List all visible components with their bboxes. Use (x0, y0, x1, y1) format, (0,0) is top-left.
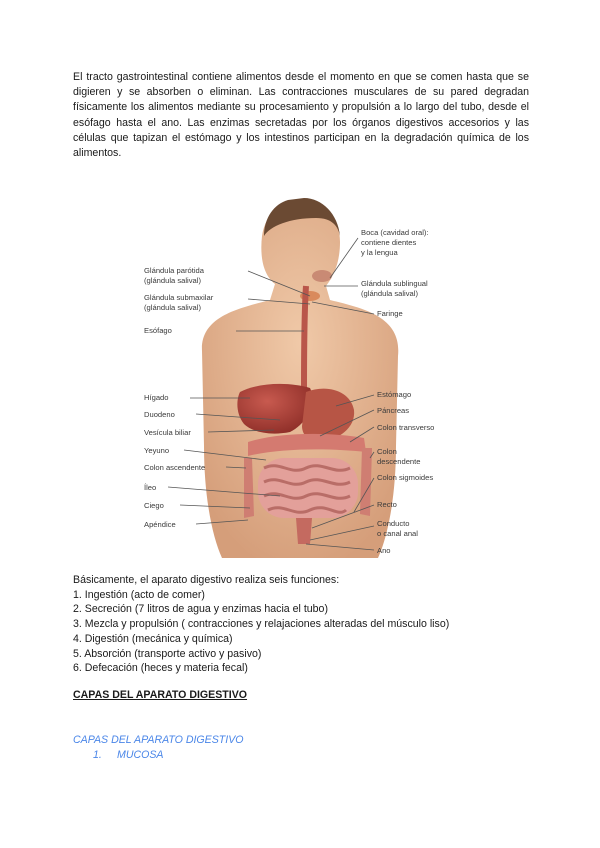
descending-colon-shape (360, 448, 372, 516)
label-apendice: Apéndice (144, 520, 176, 529)
rectum-shape (296, 518, 312, 544)
label-ano: Ano (377, 546, 391, 555)
label-conducto-1: Conducto (377, 519, 410, 528)
toc-title-link[interactable]: CAPAS DEL APARATO DIGESTIVO (73, 734, 244, 746)
label-submaxilar-1: Glándula submaxilar (144, 293, 214, 302)
toc-item-number: 1. (93, 749, 102, 761)
label-boca-3: y la lengua (361, 248, 398, 257)
section-heading: CAPAS DEL APARATO DIGESTIVO (73, 689, 248, 701)
label-colon-sigmoides: Colon sigmoides (377, 473, 434, 482)
label-higado: Hígado (144, 393, 169, 402)
label-esofago: Esófago (144, 326, 172, 335)
label-sublingual-2: (glándula salival) (361, 289, 418, 298)
label-parotida-1: Glándula parótida (144, 266, 204, 275)
function-item: 5. Absorción (transporte activo y pasivo) (73, 647, 262, 660)
function-item: 6. Defecación (heces y materia fecal) (73, 662, 248, 675)
esophagus-shape (304, 286, 306, 391)
functions-section (73, 573, 533, 676)
label-parotida-2: (glándula salival) (144, 276, 201, 285)
toc-item-mucosa[interactable] (93, 749, 164, 761)
label-colon-descendente-1: Colon (377, 447, 397, 456)
label-faringe: Faringe (377, 309, 403, 318)
label-colon-ascendente: Colon ascendente (144, 463, 206, 472)
label-recto: Recto (377, 500, 397, 509)
functions-intro: Básicamente, el aparato digestivo realiza seis funciones: (73, 574, 340, 586)
label-sublingual-1: Glándula sublingual (361, 279, 428, 288)
label-pancreas: Páncreas (377, 406, 410, 415)
label-boca-2: contiene dientes (361, 238, 417, 247)
toc-item-label: MUCOSA (117, 749, 164, 761)
mouth-shape (312, 270, 332, 282)
digestive-system-figure (140, 196, 460, 558)
functions-list (73, 588, 533, 676)
function-item: 1. Ingestión (acto de comer) (73, 588, 205, 601)
label-duodeno: Duodeno (144, 410, 175, 419)
label-colon-descendente-2: descendente (377, 457, 421, 466)
intro-paragraph: El tracto gastrointestinal contiene alimentos desde el momento en que se comen hasta que se digieren y se absorben o eliminan. Las contracciones musculares de su pared degradan físicamente los alimentos mediante su procesamiento y propulsión a lo largo del tubo, desde el esófago hasta el ano. Las enzimas secretadas por los órganos digestivos accesorios y las células que tapizan el estómago y los intestinos participan en la degradación química de los alimentos. (73, 71, 529, 160)
label-conducto-2: o canal anal (377, 529, 418, 538)
small-intestine-shape (258, 458, 358, 518)
label-estomago: Estómago (377, 390, 412, 399)
label-ileo: Íleo (144, 483, 157, 492)
label-yeyuno: Yeyuno (144, 446, 170, 455)
function-item: 2. Secreción (7 litros de agua y enzimas hacia el tubo) (73, 603, 328, 616)
function-item: 4. Digestión (mecánica y química) (73, 632, 233, 645)
digestive-system-diagram (140, 196, 460, 558)
function-item: 3. Mezcla y propulsión ( contracciones y relajaciones alteradas del músculo liso) (73, 618, 450, 631)
label-submaxilar-2: (glándula salival) (144, 303, 201, 312)
label-colon-transverso: Colon transverso (377, 423, 435, 432)
label-ciego: Ciego (144, 501, 164, 510)
label-boca-1: Boca (cavidad oral): (361, 228, 429, 237)
label-vesicula: Vesícula biliar (144, 428, 191, 437)
